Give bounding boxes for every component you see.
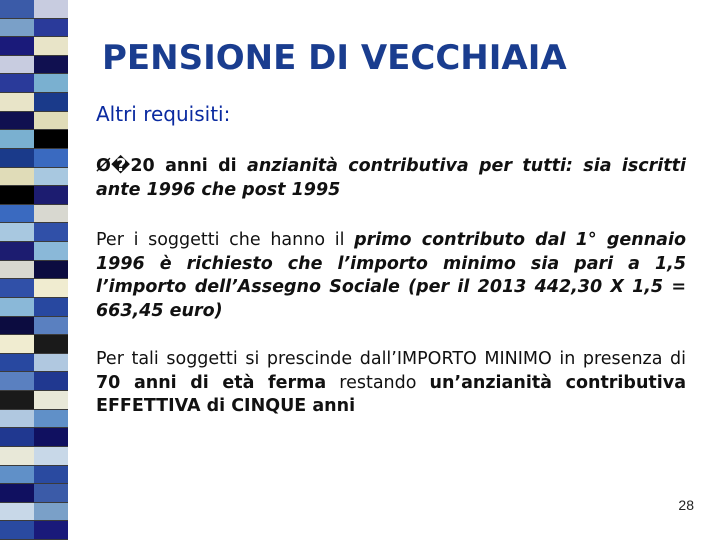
stripe-cell xyxy=(0,335,34,354)
stripe-cell xyxy=(34,484,68,503)
paragraph-lead: Per tali soggetti si prescinde dall’IMPORTO MINIMO in presenza di xyxy=(96,349,686,369)
stripe-cell xyxy=(34,74,68,93)
paragraph-exemption xyxy=(96,348,686,419)
stripe-cell xyxy=(34,168,68,187)
stripe-cell xyxy=(34,503,68,522)
stripe-cell xyxy=(0,19,34,38)
stripe-cell xyxy=(0,186,34,205)
page-title: PENSIONE DI VECCHIAIA xyxy=(102,38,567,78)
stripe-cell xyxy=(34,242,68,261)
stripe-cell xyxy=(0,298,34,317)
stripe-cell xyxy=(0,168,34,187)
stripe-cell xyxy=(34,317,68,336)
stripe-cell xyxy=(34,261,68,280)
stripe-cell xyxy=(34,428,68,447)
stripe-cell xyxy=(34,410,68,429)
decorative-stripe xyxy=(0,0,68,540)
stripe-cell xyxy=(0,56,34,75)
stripe-cell xyxy=(0,223,34,242)
stripe-cell xyxy=(0,391,34,410)
stripe-cell xyxy=(0,74,34,93)
stripe-cell xyxy=(0,503,34,522)
stripe-cell xyxy=(0,37,34,56)
stripe-cell xyxy=(34,279,68,298)
stripe-cell xyxy=(0,149,34,168)
stripe-cell xyxy=(0,354,34,373)
stripe-cell xyxy=(34,130,68,149)
stripe-cell xyxy=(0,484,34,503)
bullet-text-emphasis: anzianità contributiva per tutti: sia iscritti ante 1996 che post 1995 xyxy=(96,156,686,200)
paragraph-mid: restando xyxy=(326,372,430,393)
stripe-cell xyxy=(0,317,34,336)
stripe-cell xyxy=(34,205,68,224)
missing-glyph-icon: � xyxy=(110,156,131,176)
stripe-cell xyxy=(34,149,68,168)
stripe-cell xyxy=(34,521,68,540)
stripe-cell xyxy=(0,261,34,280)
bullet-item xyxy=(96,155,686,202)
stripe-cell xyxy=(0,372,34,391)
stripe-cell xyxy=(0,112,34,131)
stripe-cell xyxy=(34,372,68,391)
stripe-cell xyxy=(34,0,68,19)
stripe-cell xyxy=(34,223,68,242)
stripe-cell xyxy=(0,447,34,466)
page-number: 28 xyxy=(678,497,694,513)
stripe-cell xyxy=(0,466,34,485)
contribution-emphasis: un’anzianità contributiva EFFETTIVA di CINQUE anni xyxy=(96,372,687,416)
paragraph-emphasis: primo contributo dal 1° gennaio 1996 è richiesto che l’importo minimo sia pari a 1,5 l’importo dell’Assegno Sociale (per il 2013 442,30 X 1,5 = 663,45 euro) xyxy=(96,230,686,321)
stripe-cell xyxy=(0,279,34,298)
age-emphasis: 70 anni di età ferma xyxy=(96,372,327,393)
stripe-cell xyxy=(34,19,68,38)
stripe-cell xyxy=(0,410,34,429)
stripe-cell xyxy=(34,298,68,317)
stripe-cell xyxy=(0,93,34,112)
paragraph-lead: Per i soggetti che hanno il xyxy=(96,230,355,250)
stripe-cell xyxy=(34,354,68,373)
stripe-cell xyxy=(34,186,68,205)
paragraph-minimum-amount xyxy=(96,229,686,323)
stripe-cell xyxy=(0,130,34,149)
stripe-cell xyxy=(0,205,34,224)
arrow-bullet-icon: Ø xyxy=(96,156,111,176)
stripe-cell xyxy=(0,0,34,19)
bullet-text-lead: 20 anni di xyxy=(130,156,248,176)
subtitle: Altri requisiti: xyxy=(96,102,231,126)
stripe-cell xyxy=(34,112,68,131)
stripe-cell xyxy=(34,56,68,75)
stripe-cell xyxy=(0,242,34,261)
stripe-cell xyxy=(34,335,68,354)
stripe-cell xyxy=(34,93,68,112)
stripe-cell xyxy=(34,447,68,466)
stripe-cell xyxy=(34,37,68,56)
stripe-cell xyxy=(34,466,68,485)
stripe-cell xyxy=(0,521,34,540)
stripe-cell xyxy=(0,428,34,447)
stripe-cell xyxy=(34,391,68,410)
